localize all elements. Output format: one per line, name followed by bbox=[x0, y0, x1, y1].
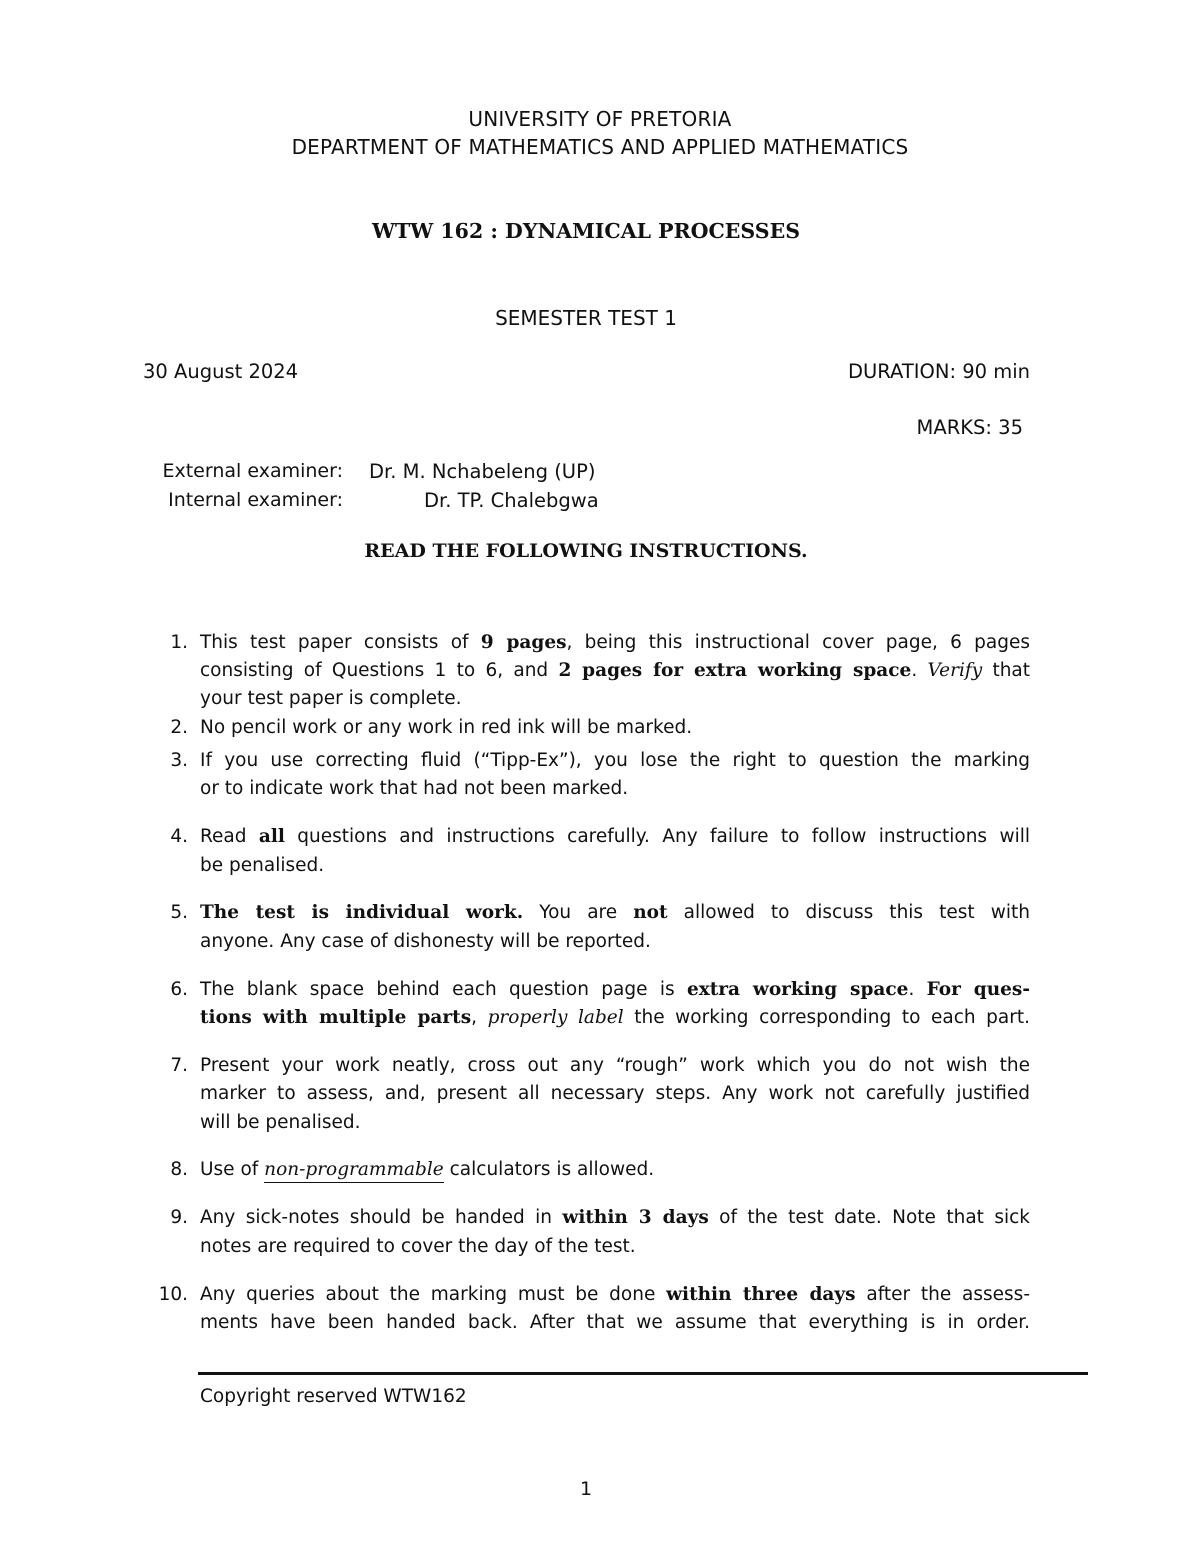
internal-examiner-label: Internal examiner: bbox=[168, 489, 343, 511]
instruction-text: Any queries about the marking must be done within three days after the assess- bbox=[200, 1284, 1030, 1305]
instruction-text: will be penalised. bbox=[200, 1112, 361, 1133]
instruction-text: If you use correcting fluid (“Tipp-Ex”), you lose the right to question the marking bbox=[200, 750, 1030, 771]
test-duration: DURATION: 90 min bbox=[847, 360, 1030, 383]
instruction-text: notes are required to cover the day of the test. bbox=[200, 1236, 636, 1257]
instruction-number: 7. bbox=[170, 1055, 188, 1076]
university-name: UNIVERSITY OF PRETORIA bbox=[468, 107, 732, 131]
underlined-emphasis: non-programmable bbox=[264, 1159, 444, 1183]
instruction-number: 3. bbox=[170, 750, 188, 771]
instruction-text: anyone. Any case of dishonesty will be reported. bbox=[200, 931, 651, 952]
instruction-text: Present your work neatly, cross out any “rough” work which you do not wish the bbox=[200, 1055, 1030, 1076]
page-number: 1 bbox=[579, 1478, 593, 1500]
instruction-text: Use of non-programmable calculators is allowed. bbox=[200, 1159, 1030, 1180]
instruction-number: 5. bbox=[170, 902, 188, 923]
test-date: 30 August 2024 bbox=[143, 360, 299, 383]
instruction-text: Read all questions and instructions carefully. Any failure to follow instructions will bbox=[200, 826, 1030, 847]
department-name: DEPARTMENT OF MATHEMATICS AND APPLIED MATHEMATICS bbox=[291, 135, 909, 159]
instruction-text: tions with multiple parts, properly label the working corresponding to each part. bbox=[200, 1007, 1030, 1028]
test-title: SEMESTER TEST 1 bbox=[495, 306, 677, 330]
course-title: WTW 162 : DYNAMICAL PROCESSES bbox=[371, 219, 801, 243]
instruction-text: Any sick-notes should be handed in within 3 days of the test date. Note that sick bbox=[200, 1207, 1030, 1228]
test-marks: MARKS: 35 bbox=[916, 416, 1023, 439]
instruction-text: your test paper is complete. bbox=[200, 688, 462, 709]
instruction-number: 1. bbox=[170, 632, 188, 653]
instruction-text: or to indicate work that had not been marked. bbox=[200, 778, 629, 799]
instruction-text: be penalised. bbox=[200, 855, 325, 876]
external-examiner-label: External examiner: bbox=[162, 460, 343, 482]
internal-examiner-name: Dr. TP. Chalebgwa bbox=[424, 489, 599, 512]
instruction-text: This test paper consists of 9 pages, being this instructional cover page, 6 pages bbox=[200, 632, 1030, 653]
external-examiner-name: Dr. M. Nchabeleng (UP) bbox=[369, 460, 596, 483]
instruction-text: No pencil work or any work in red ink will be marked. bbox=[200, 717, 693, 738]
instruction-number: 2. bbox=[170, 717, 188, 738]
footer-divider bbox=[198, 1372, 1088, 1375]
instruction-number: 9. bbox=[170, 1207, 188, 1228]
instruction-text: ments have been handed back. After that we assume that everything is in order. bbox=[200, 1312, 1030, 1333]
instructions-heading: READ THE FOLLOWING INSTRUCTIONS. bbox=[364, 540, 808, 562]
instruction-text: The test is individual work. You are not allowed to discuss this test with bbox=[200, 902, 1030, 923]
instruction-text: marker to assess, and, present all necessary steps. Any work not carefully justified bbox=[200, 1083, 1030, 1104]
instruction-number: 8. bbox=[170, 1159, 188, 1180]
copyright-notice: Copyright reserved WTW162 bbox=[200, 1386, 467, 1407]
instruction-number: 4. bbox=[170, 826, 188, 847]
instruction-text: The blank space behind each question page is extra working space. For ques- bbox=[200, 979, 1031, 1000]
instruction-text: consisting of Questions 1 to 6, and 2 pages for extra working space. Verify that bbox=[200, 660, 1031, 681]
instruction-number: 10. bbox=[158, 1284, 188, 1305]
instruction-number: 6. bbox=[170, 979, 188, 1000]
